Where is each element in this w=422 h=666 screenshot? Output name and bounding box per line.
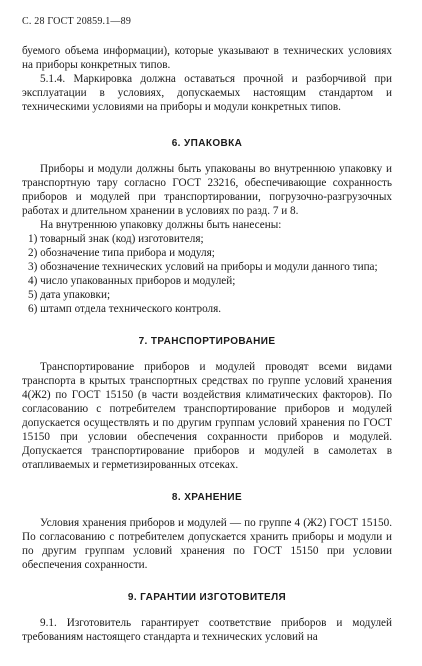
section-title-transport: 7. ТРАНСПОРТИРОВАНИЕ — [138, 336, 276, 347]
transport-paragraph: Транспортирование приборов и модулей проводят всеми видами транспорта в крытых транспортных средствах по группе условий хранения 4(Ж2) по ГОСТ 15150 (в части воздействия климатических факторов). По согласованию с потребителем транспортирование приборов и модулей допускается осуществлять и по другим группам условий хранения по ГОСТ 15150 при условии обеспечения сохранности приборов и модулей. Допускается транспортирование приборов и модулей в самолетах в отапливаемых и герметизированных отсеках. — [22, 361, 392, 471]
section-title-storage: 8. ХРАНЕНИЕ — [171, 492, 243, 503]
page-header: С. 28 ГОСТ 20859.1—89 — [22, 16, 132, 27]
list-item: 1) товарный знак (код) изготовителя; — [28, 233, 204, 245]
spacer — [22, 472, 392, 492]
packaging-marking-list — [22, 232, 392, 316]
paragraph-continuation: буемого объема информации), которые указывают в технических условиях на приборы конкретных типов. — [22, 45, 392, 71]
storage-paragraph: Условия хранения приборов и модулей — по группе 4 (Ж2) ГОСТ 15150. По согласованию с потребителем допускается хранить приборы и модули и по другим группам условий хранения по ГОСТ 15150 при условии обеспечения сохранности. — [22, 517, 392, 571]
packaging-paragraph: Приборы и модули должны быть упакованы во внутреннюю упаковку и транспортную тару согласно ГОСТ 23216, обеспечивающие сохранность приборов и модулей при транспортировании, погрузочно-разгрузочных работах и длительном хранении в условиях по разд. 7 и 8. — [22, 163, 392, 217]
list-item: 5) дата упаковки; — [28, 289, 111, 301]
spacer — [22, 152, 392, 162]
list-item: 2) обозначение типа прибора и модуля; — [28, 247, 215, 259]
paragraph-5-1-4: 5.1.4. Маркировка должна оставаться прочной и разборчивой при эксплуатации в условиях, допускаемых настоящим стандартом и техническими условиями на приборы и модули конкретных типов. — [22, 73, 392, 113]
section-title-packaging: 6. УПАКОВКА — [171, 138, 243, 149]
packaging-list-intro: На внутреннюю упаковку должны быть нанесены: — [40, 219, 282, 231]
spacer — [22, 572, 392, 592]
warranty-paragraph-9-1: 9.1. Изготовитель гарантирует соответствие приборов и модулей требованиям настоящего стандарта и технических условий на — [22, 617, 392, 643]
spacer — [22, 606, 392, 616]
list-item: 6) штамп отдела технического контроля. — [28, 303, 222, 315]
list-item: 4) число упакованных приборов и модулей; — [28, 275, 236, 287]
section-title-warranty: 9. ГАРАНТИИ ИЗГОТОВИТЕЛЯ — [127, 592, 287, 603]
list-item: 3) обозначение технических условий на приборы и модули данного типа; — [28, 261, 378, 273]
spacer — [22, 114, 392, 138]
spacer — [22, 506, 392, 516]
spacer — [22, 350, 392, 360]
spacer — [22, 316, 392, 336]
